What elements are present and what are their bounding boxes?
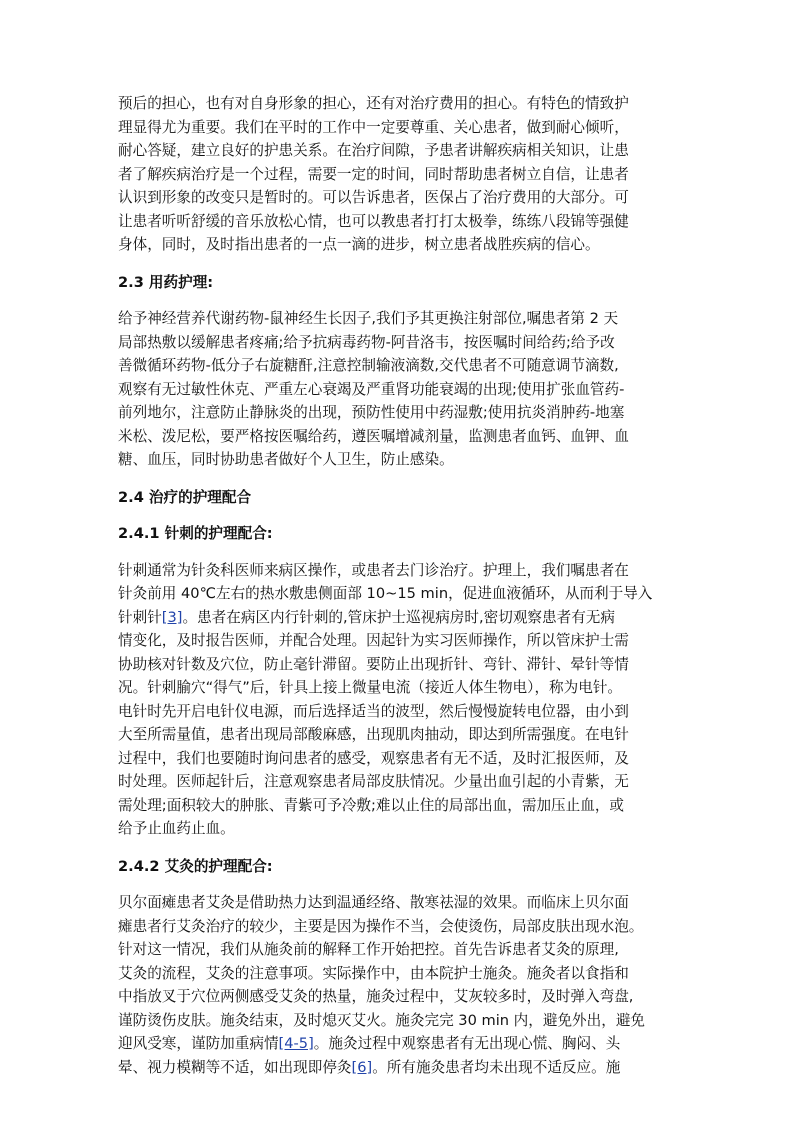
paragraph-moxibustion-care xyxy=(118,891,678,1079)
text-line: 预后的担心，也有对自身形象的担心，还有对治疗费用的担心。有特色的情致护 xyxy=(118,95,629,112)
reference-link[interactable]: [3] xyxy=(161,608,183,626)
text-line: 况。针刺腧穴“得气”后，针具上接上微量电流（接近人体生物电），称为电针。 xyxy=(118,679,623,696)
text-line: 观察有无过敏性休克、严重左心衰竭及严重肾功能衰竭的出现;使用扩张血管药- xyxy=(118,380,625,398)
text-line: 耐心答疑，建立良好的护患关系。在治疗间隙，予患者讲解疾病相关知识，让患 xyxy=(118,142,629,159)
text-line: 米松、泼尼松，要严格按医嘱给药，遵医嘱增减剂量，监测患者血钙、血钾、血 xyxy=(118,427,629,445)
text-line: 给予止血药止血。 xyxy=(118,820,235,837)
section-heading-2-4: 2.4 治疗的护理配合 xyxy=(118,488,252,506)
text-line: 大至所需量值，患者出现局部酸麻感，出现肌肉抽动，即达到所需强度。在电针 xyxy=(118,726,629,743)
text-line: 认识到形象的改变只是暂时的。可以告诉患者，医保占了治疗费用的大部分。可 xyxy=(118,189,629,206)
text-line: 情变化，及时报告医师，并配合处理。因起针为实习医师操作，所以管床护士需 xyxy=(118,632,629,649)
reference-link[interactable]: [4-5] xyxy=(278,1035,314,1052)
text-line: 时处理。医师起针后，注意观察患者局部皮肤情况。少量出血引起的小青紫，无 xyxy=(118,773,629,790)
text-line: 身体，同时，及时指出患者的一点一滴的进步，树立患者战胜疾病的信心。 xyxy=(118,236,600,253)
document-page xyxy=(118,92,678,1079)
paragraph-psychological-care xyxy=(118,92,678,257)
text-line: 理显得尤为重要。我们在平时的工作中一定要尊重、关心患者，做到耐心倾听， xyxy=(118,118,629,136)
text-line: 针对这一情况，我们从施灸前的解释工作开始把控。首先告诉患者艾灸的原理, xyxy=(118,941,619,958)
text-line: 过程中，我们也要随时询问患者的感受，观察患者有无不适，及时汇报医师，及 xyxy=(118,749,629,767)
text-line: 让患者听听舒缓的音乐放松心情，也可以教患者打打太极拳，练练八段锦等强健 xyxy=(118,212,629,230)
text-segment: 针刺针 xyxy=(118,608,162,626)
text-segment: 迎风受寒，谨防加重病情 xyxy=(118,1035,279,1052)
text-line: 局部热敷以缓解患者疼痛;给予抗病毒药物-阿昔洛韦，按医嘱时间给药;给予改 xyxy=(118,333,615,351)
paragraph-acupuncture-care xyxy=(118,559,678,841)
text-line: 糖、血压，同时协助患者做好个人卫生，防止感染。 xyxy=(118,451,454,468)
text-line: 协助核对针数及穴位，防止毫针滞留。要防止出现折针、弯针、滞针、晕针等情 xyxy=(118,655,629,673)
paragraph-medication-care xyxy=(118,307,678,472)
text-segment: 。施灸过程中观察患者有无出现心慌、胸闷、头 xyxy=(313,1035,621,1052)
text-line: 给予神经营养代谢药物-鼠神经生长因子,我们予其更换注射部位,嘱患者第 2 天 xyxy=(118,310,619,327)
section-heading-2-3: 2.3 用药护理: xyxy=(118,273,214,291)
text-line xyxy=(118,1056,678,1080)
text-line: 者了解疾病治疗是一个过程，需要一定的时间，同时帮助患者树立自信，让患者 xyxy=(118,165,629,183)
text-line: 需处理;面积较大的肿胀、青紫可予冷敷;难以止住的局部出血，需加压止血，或 xyxy=(118,796,625,814)
text-line: 贝尔面瘫患者艾灸是借助热力达到温通经络、散寒祛湿的效果。而临床上贝尔面 xyxy=(118,894,629,911)
text-segment: 。患者在病区内行针刺的,管床护士巡视病房时,密切观察患者有无病 xyxy=(182,608,615,626)
text-line: 善微循环药物-低分子右旋糖酐,注意控制输液滴数,交代患者不可随意调节滴数, xyxy=(118,357,619,374)
text-line xyxy=(118,1032,678,1056)
text-line: 中指放叉于穴位两侧感受艾灸的热量，施灸过程中，艾灰较多时，及时弹入弯盘, xyxy=(118,988,634,1005)
text-line: 艾灸的流程，艾灸的注意事项。实际操作中，由本院护士施灸。施灸者以食指和 xyxy=(118,964,629,982)
text-line: 电针时先开启电针仪电源，而后选择适当的波型，然后慢慢旋转电位器，由小到 xyxy=(118,702,629,720)
text-line: 前列地尔，注意防止静脉炎的出现，预防性使用中药湿敷;使用抗炎消肿药-地塞 xyxy=(118,404,625,421)
text-segment: 。所有施灸患者均未出现不适反应。施 xyxy=(372,1058,621,1076)
text-line: 瘫患者行艾灸治疗的较少，主要是因为操作不当，会使烫伤，局部皮肤出现水泡。 xyxy=(118,917,644,935)
text-line: 针灸前用 40℃左右的热水敷患侧面部 10~15 min，促进血液循环，从而利于导入 xyxy=(118,585,653,602)
section-heading-2-4-1: 2.4.1 针刺的护理配合: xyxy=(118,525,273,542)
text-line: 针刺通常为针灸科医师来病区操作，或患者去门诊治疗。护理上，我们嘱患者在 xyxy=(118,561,629,579)
section-heading-2-4-2: 2.4.2 艾灸的护理配合: xyxy=(118,857,273,875)
reference-link[interactable]: [6] xyxy=(351,1058,373,1076)
text-line xyxy=(118,606,678,630)
text-segment: 晕、视力模糊等不适，如出现即停灸 xyxy=(118,1058,352,1076)
text-line: 谨防烫伤皮肤。施灸结束，及时熄灭艾火。施灸完完 30 min 内，避免外出，避免 xyxy=(118,1011,646,1029)
